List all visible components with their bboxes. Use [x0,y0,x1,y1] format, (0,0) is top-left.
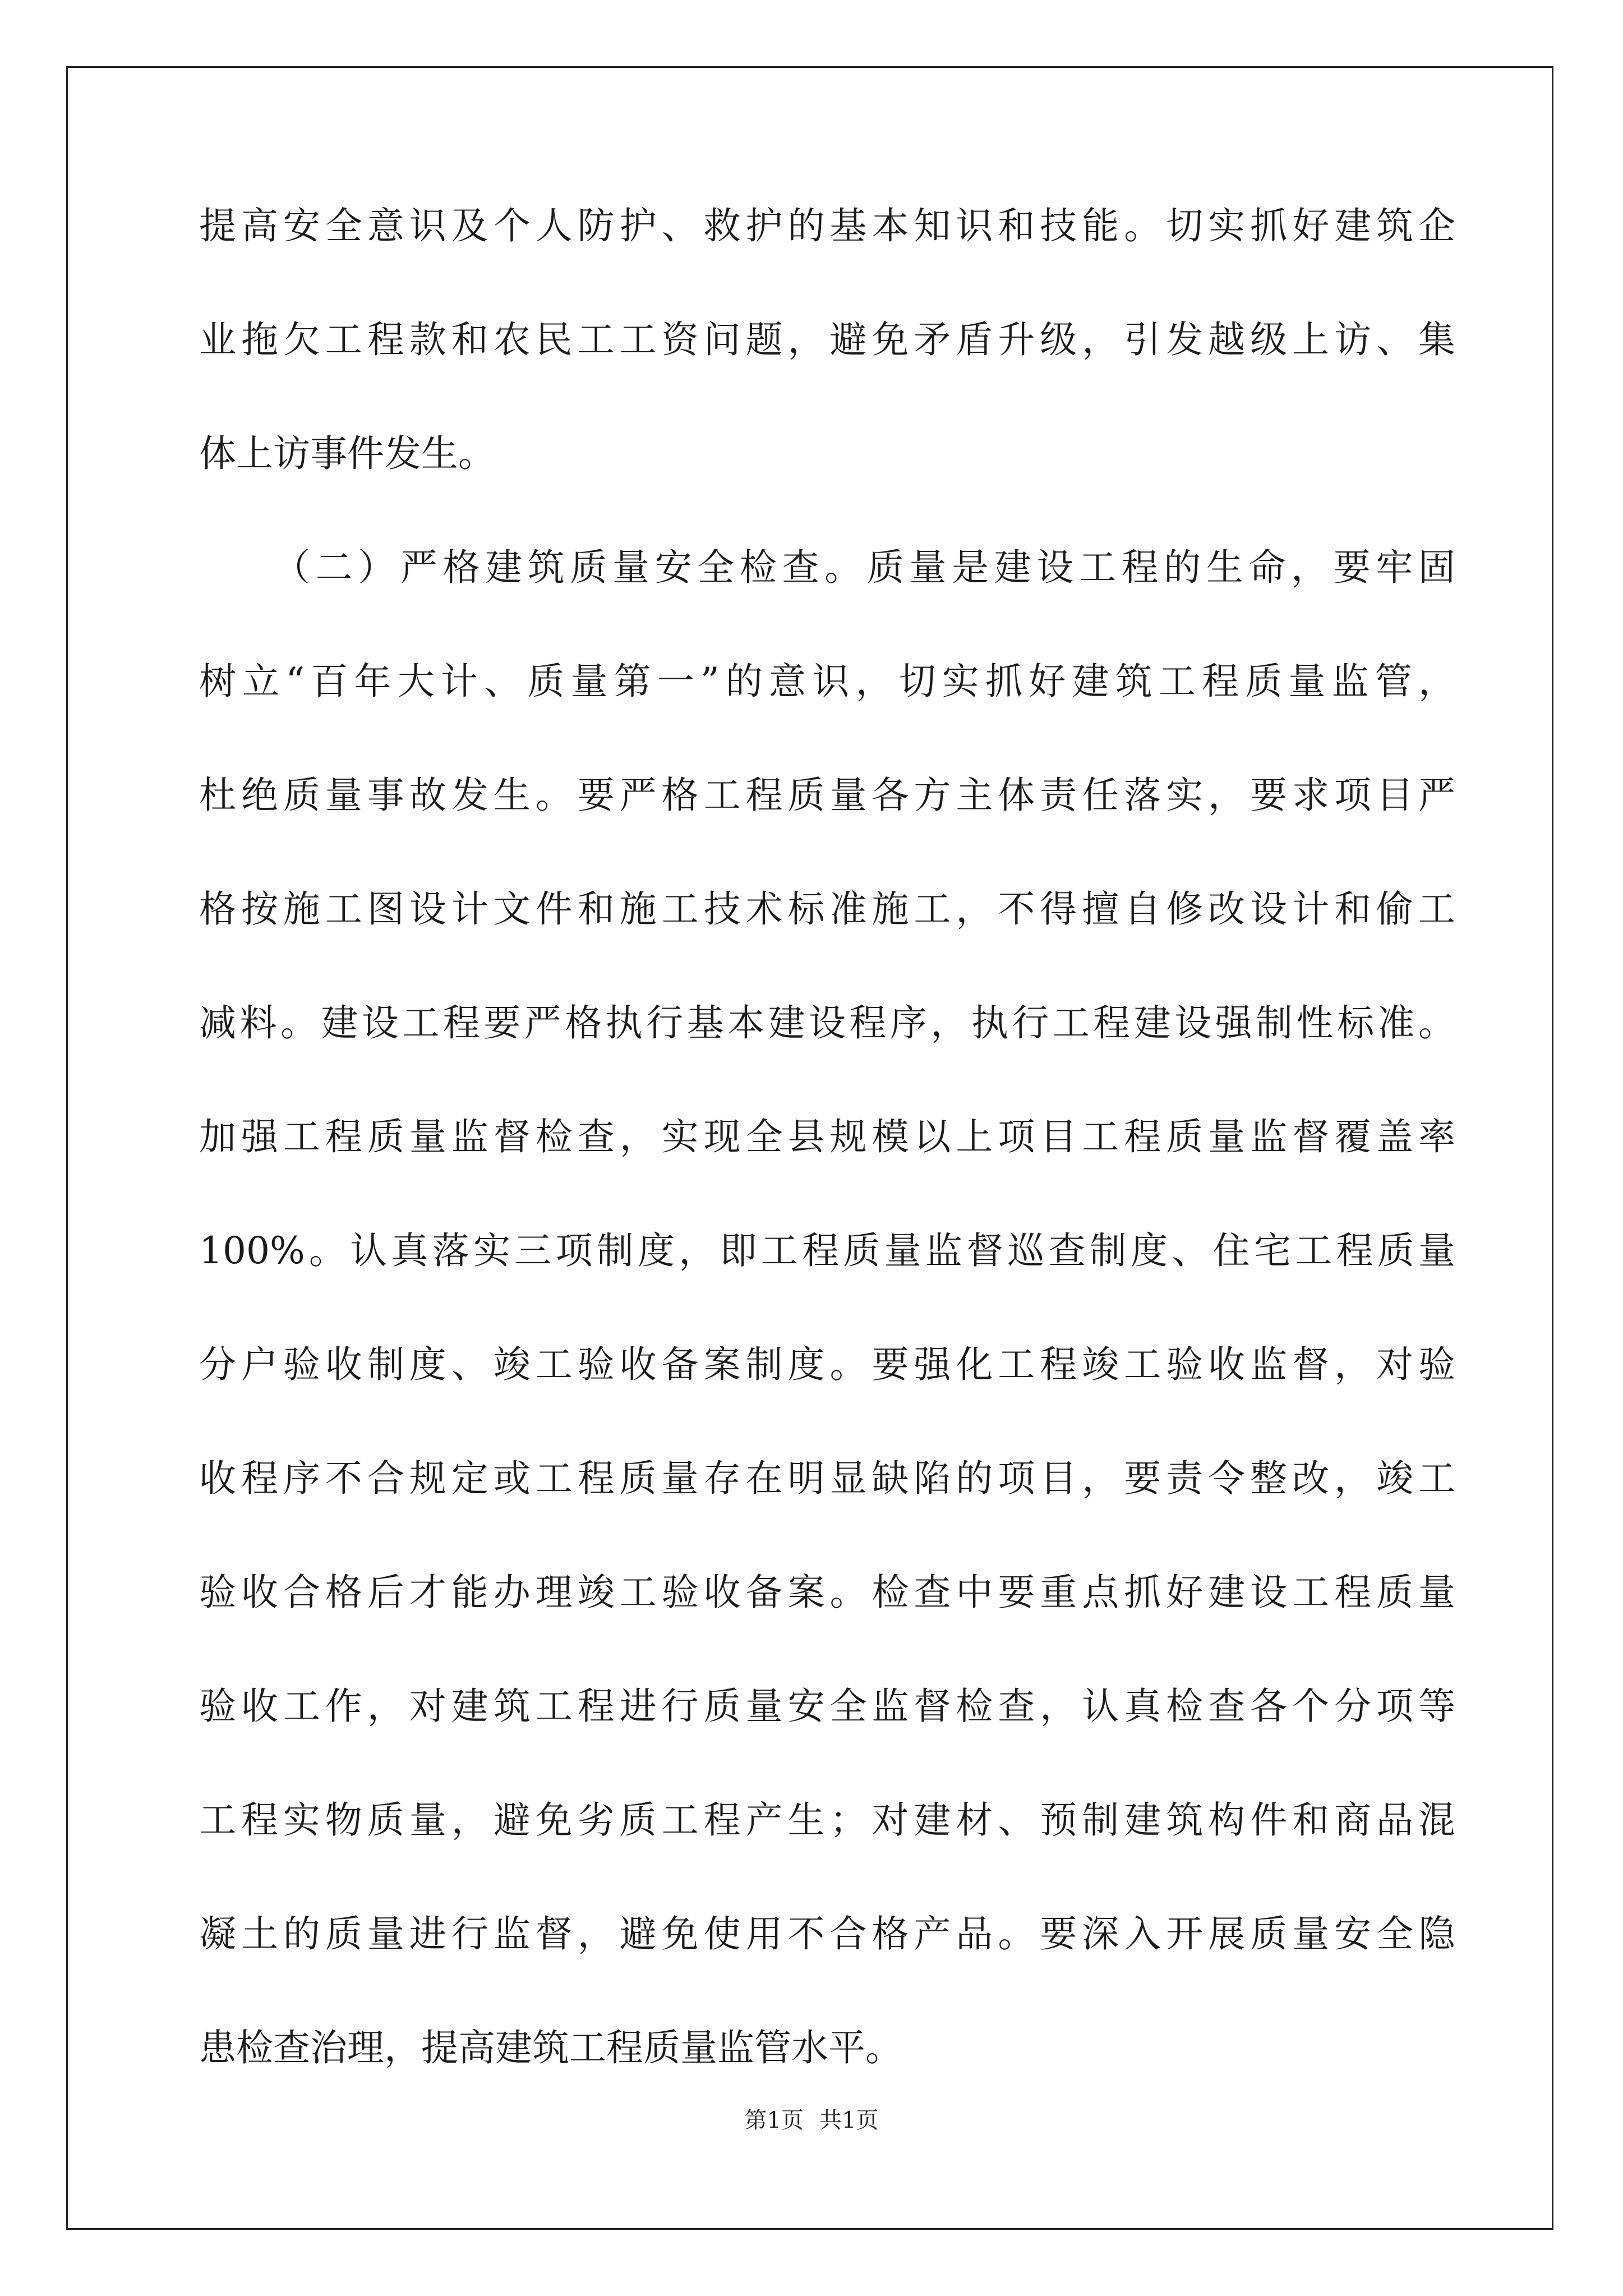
text-line: 验收工作，对建筑工程进行质量安全监督检查，认真检查各个分项等 [199,1685,1455,1728]
text-line: 加强工程质量监督检查，实现全县规模以上项目工程质量监督覆盖率 [199,1115,1455,1158]
text-line: 杜绝质量事故发生。要严格工程质量各方主体责任落实，要求项目严 [199,774,1455,817]
page-footer [0,2107,1623,2134]
text-line: 患检查治理，提高建筑工程质量监管水平。 [199,2026,902,2069]
text-line: 业拖欠工程款和农民工工资问题，避免矛盾升级，引发越级上访、集 [199,318,1455,361]
text-line: 收程序不合规定或工程质量存在明显缺陷的项目，要责令整改，竣工 [199,1457,1455,1500]
text-line: 格按施工图设计文件和施工技术标准施工，不得擅自修改设计和偷工 [199,887,1455,931]
text-line: 分户验收制度、竣工验收备案制度。要强化工程竣工验收监督，对验 [199,1343,1455,1386]
text-line: 凝土的质量进行监督，避免使用不合格产品。要深入开展质量安全隐 [199,1912,1455,1955]
text-line: 100%。认真落实三项制度，即工程质量监督巡查制度、住宅工程质量 [199,1229,1455,1272]
text-line: 减料。建设工程要严格执行基本建设程序，执行工程建设强制性标准。 [199,1001,1455,1045]
page-number: 第1页 [744,2108,804,2133]
paragraph-start-line: （二）严格建筑质量安全检查。质量是建设工程的生命，要牢固 [273,546,1455,589]
text-line: 体上访事件发生。 [199,432,495,475]
document-body [199,204,1455,2143]
text-line: 验收合格后才能办理竣工验收备案。检查中要重点抓好建设工程质量 [199,1571,1455,1614]
page-total: 共1页 [819,2108,879,2133]
text-line: 树立“百年大计、质量第一”的意识，切实抓好建筑工程质量监管， [199,660,1455,703]
text-line: 工程实物质量，避免劣质工程产生；对建材、预制建筑构件和商品混 [199,1798,1455,1842]
text-line: 提高安全意识及个人防护、救护的基本知识和技能。切实抓好建筑企 [199,204,1455,247]
